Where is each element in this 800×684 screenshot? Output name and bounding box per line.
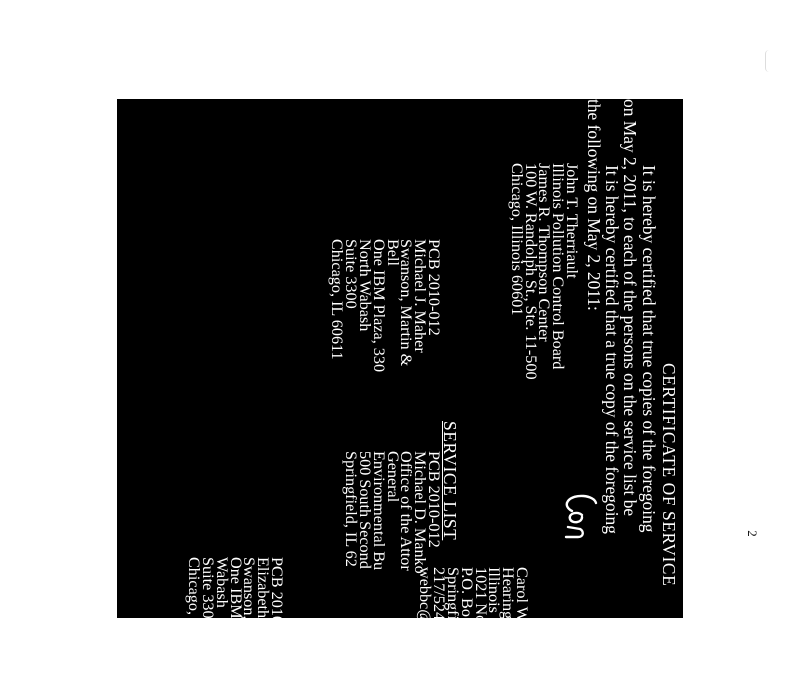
- service-entry-line: Environmental Bu: [369, 451, 388, 571]
- service-entry-line: Chicago, IL 60611: [185, 557, 204, 678]
- service-entry-line: Swanson, Martin &: [240, 557, 259, 684]
- address-line: 100 W. Randolph St., Ste. 11-500: [521, 163, 540, 380]
- service-entry-line: Bell: [383, 239, 402, 266]
- service-entry-line: webbc@: [416, 567, 435, 625]
- service-entry-line: Hearing: [499, 567, 518, 620]
- page-edge-mark: [765, 50, 774, 72]
- address-line: Chicago, Illinois 60601: [507, 163, 526, 316]
- scanned-page-panel: [117, 99, 683, 684]
- service-entry-line: Michael D. Manko: [411, 451, 430, 574]
- service-list-right-top: [342, 451, 443, 574]
- address-line: James R. Thompson Center: [535, 163, 554, 342]
- rotated-document-frame: [117, 99, 683, 684]
- service-list-heading: SERVICE LIST: [440, 421, 460, 541]
- service-entry-line: Office of the Attor: [397, 451, 416, 571]
- service-entry-line: PCB 2010-012: [268, 557, 286, 654]
- service-entry-line: P.O. Bo: [457, 567, 476, 617]
- service-entry-line: Wabash: [212, 557, 231, 608]
- service-entry-line: One IBM Plaza, 33: [226, 557, 245, 682]
- service-entry-line: 500 South Second: [356, 451, 375, 569]
- handwritten-signature: [558, 491, 608, 551]
- service-entry-line: PCB 2010-012: [425, 239, 443, 336]
- service-list-left-bottom: [185, 557, 286, 684]
- service-entry-line: Swanson, Martin &: [397, 239, 416, 367]
- service-entry-line: Springfi: [444, 567, 463, 621]
- certificate-para2-line2: the following on May 2, 2011:: [584, 99, 604, 311]
- service-entry-line: 217/524: [430, 567, 449, 621]
- service-entry-line: Suite 3300: [342, 239, 361, 309]
- service-list-left-top: [416, 567, 531, 625]
- service-entry-line: Suite 3300: [199, 557, 218, 627]
- service-entry-line: North Wabash: [356, 239, 375, 332]
- service-entry-line: Springfield, IL 62: [342, 451, 361, 567]
- service-entry-line: Carol W: [513, 567, 531, 622]
- service-entry-line: General: [383, 451, 402, 503]
- service-entry-line: Michael J. Maher: [411, 239, 430, 353]
- certificate-para1-line2: on May 2, 2011, to each of the persons on the service list be: [620, 99, 640, 517]
- service-entry-line: Illinois: [485, 567, 504, 613]
- certificate-para2-line1: It is hereby certified that a true copy of the foregoing: [602, 165, 622, 534]
- certificate-para1-line1: It is hereby certified that true copies of the foregoing: [639, 165, 659, 533]
- service-entry-line: Elizabeth S. Harve: [254, 557, 273, 679]
- page-number: 2: [744, 530, 760, 537]
- board-address-block: [507, 163, 581, 380]
- service-entry-line: PCB 2010-012: [425, 451, 443, 548]
- service-entry-line: Chicago, IL 60611: [328, 239, 347, 360]
- service-entry-line: One IBM Plaza, 330: [369, 239, 388, 373]
- service-list-right-bottom: [328, 239, 443, 373]
- service-entry-line: 1021 No: [471, 567, 490, 624]
- address-line: Illinois Pollution Control Board: [549, 163, 568, 370]
- certificate-heading: CERTIFICATE OF SERVICE: [659, 363, 679, 587]
- address-line: John T. Therriault: [563, 163, 581, 279]
